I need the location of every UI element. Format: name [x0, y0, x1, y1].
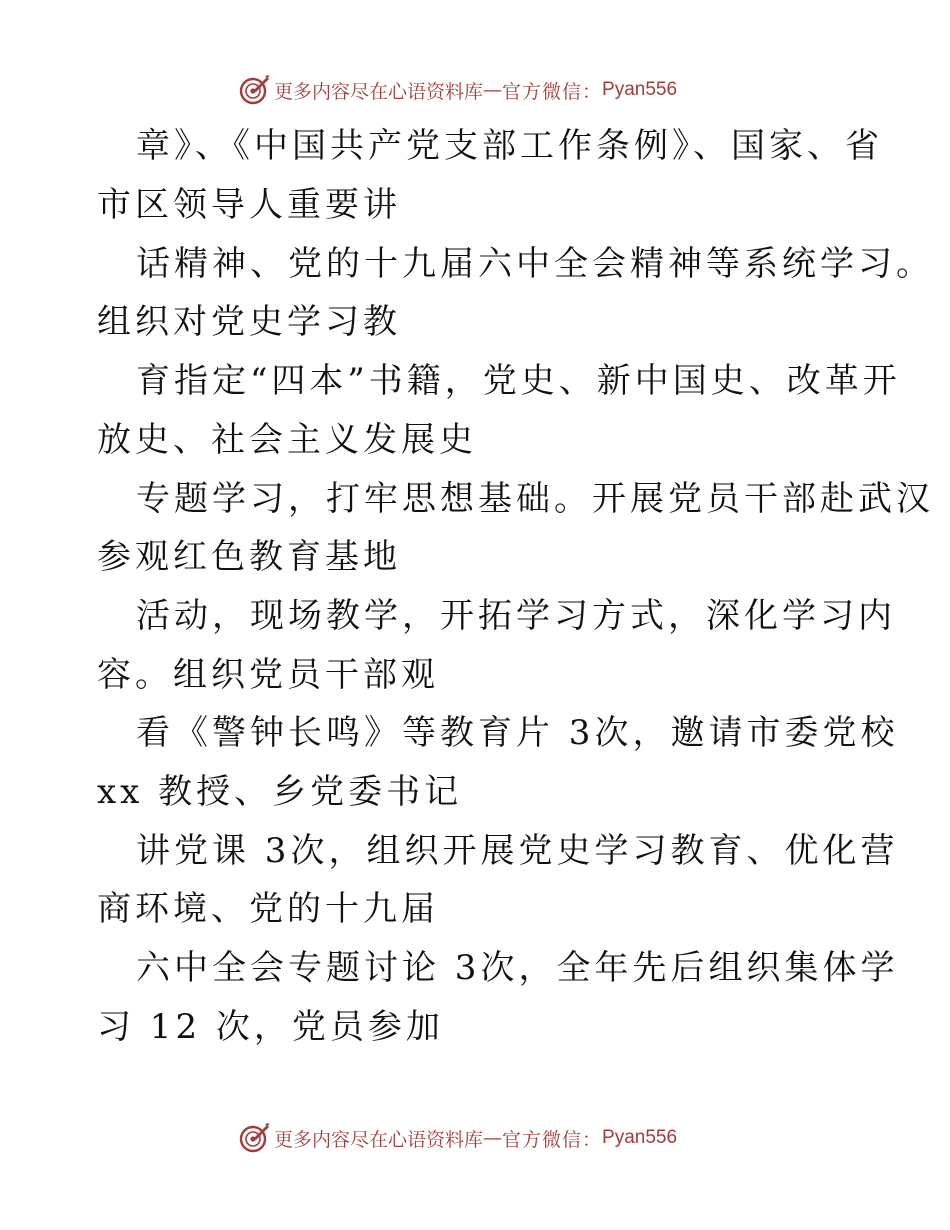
banner-contact-id: Pyan556: [602, 1127, 678, 1148]
text-line: 看《警钟长鸣》等教育片 3次，邀请市委党校: [136, 713, 899, 753]
text-line: 参观红色教育基地: [97, 537, 401, 577]
header-banner: [0, 70, 950, 110]
text-line: 放史、社会主义发展史: [97, 420, 477, 460]
text-line: 专题学习，打牢思想基础。开展党员干部赴武汉: [136, 479, 934, 519]
banner-title: 更多内容尽在心语资料库: [274, 80, 484, 103]
text-line: 习 12 次，党员参加: [97, 1007, 444, 1047]
text-line: 容。组织党员干部观: [97, 655, 439, 695]
text-line: 商环境、党的十九届: [97, 889, 439, 929]
footer-banner: [0, 1118, 950, 1158]
text-line: 活动，现场教学，开拓学习方式，深化学习内: [136, 596, 896, 636]
banner-contact-id: Pyan556: [602, 79, 678, 100]
text-line: 组织对党史学习教: [97, 302, 401, 342]
text-line: 六中全会专题讨论 3次，全年先后组织集体学: [136, 948, 899, 988]
footer-banner-content: [238, 1118, 677, 1158]
text-line: 话精神、党的十九届六中全会精神等系统学习。: [136, 244, 934, 284]
header-banner-content: [238, 70, 677, 110]
text-line: 市区领导人重要讲: [97, 185, 401, 225]
text-line: xx 教授、乡党委书记: [97, 772, 463, 812]
banner-dash: —: [483, 1127, 503, 1149]
banner-title: 更多内容尽在心语资料库: [274, 1128, 484, 1151]
quill-seal-icon: [238, 1122, 270, 1154]
text-line: 讲党课 3次，组织开展党史学习教育、优化营: [136, 831, 899, 871]
banner-contact-label: 官方微信：: [502, 1128, 603, 1151]
text-line: 章》、《中国共产党支部工作条例》、国家、省: [136, 126, 883, 166]
text-line: 育指定“四本”书籍，党史、新中国史、改革开: [136, 361, 901, 401]
banner-contact-label: 官方微信：: [502, 80, 603, 103]
quill-seal-icon: [238, 74, 270, 106]
banner-dash: —: [483, 79, 503, 101]
